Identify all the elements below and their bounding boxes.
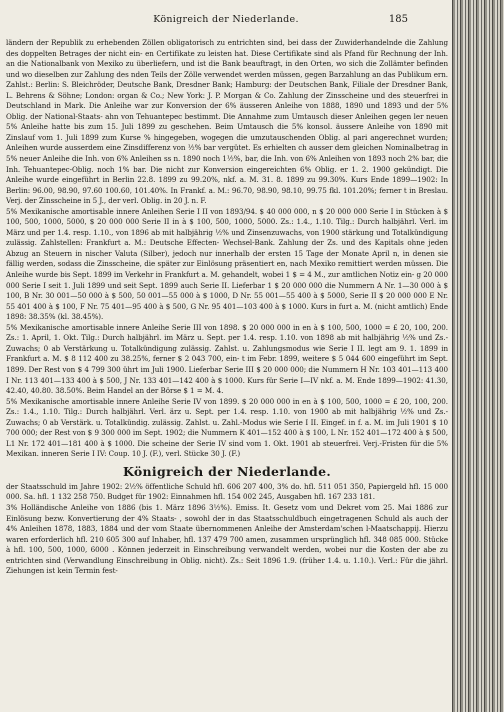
running-head: Königreich der Niederlande. [153, 14, 299, 25]
body-text [6, 38, 448, 577]
section-title: Königreich der Niederlande. [123, 463, 331, 479]
page-number: 185 [388, 14, 408, 25]
paragraph-state-debt: der Staatsschuld im Jahre 1902: 2½% öffentliche Schuld hfl. 606 207 400, 3% do. hfl. 511 051 350, Papiergeld hfl. 15 000 000. Sa. hfl. 1 132 258 750. Budget für 1902: Einnahmen hfl. 154 002 245, Ausgaben hfl. 167 233 181. [6, 481, 448, 502]
paragraph-mexico-serie-1-2: 5% Mexikanische amortisable innere Anleihen Serie I II von 1893/94. $ 40 000 000, n $ 20 000 000 Serie I in Stücken à $ 100, 500, 1000, 5000, $ 20 000 000 Serie II in à $ 100, 500, 1000, 5000. Zs.: 1.4., 1.10. Tilg.: Durch halbjährl. Verl. im März und per 1.4. resp. 1.10., von 1896 ab mit halbjährig ½% und Zinsenzuwachs, von 1900 stärkung und Totalkündigung zulässig. Zahlstellen: Frankfurt a. M.: Deutsche Effecten- Wechsel-Bank. Zahlung der Zs. und des Kapitals ohne jeden Abzug an Steuern in nischer Valuta (Silber), jedoch nur innerhalb der ersten 15 Tage der Monate April n, in denen sie fällig werden, sodass die Zinsscheine, die später zur Einlösung präsentiert en, nach Mexiko remittiert werden müssen. Die Anleihe wurde bis Sept. 1899 im Verkehr in Frankfurt a. M. gehandelt, wobei 1 $ = 4 M., zur amtlichen Notiz ein- g 20 000 000 Serie I seit 1. Juli 1899 und seit Sept. 1899 auch Serie II. Lieferbar 1 $ 20 000 000 die Nummern A Nr. 1—30 000 à $ 100, B Nr. 30 001—50 000 à $ 500, 50 001—55 000 à $ 1000, D Nr. 55 001—55 400 à $ 5000, Serie II $ 20 000 000 E Nr. 55 401 400 à $ 100, F Nr. 75 401—95 400 à $ 500, G Nr. 95 401—103 400 à $ 1000. Kurs in furt a. M. (nicht amtlich) Ende 1898: 38.35% (kl. 38.45%). [6, 206, 448, 322]
paragraph-mexico-external-loan: ländern der Republik zu erhebenden Zöllen obligatorisch zu entrichten sind, bei dass der Zuwiderhandelnde die Zahlung des doppelten Betrages der nicht ein- en Certifikate zu leisten hat. Diese Certifikate sind als Pfand für Rechnung der Inh. an die Nationalbank von Mexiko zu überliefern, und ist die Bank beauftragt, in den Orten, wo sich die Zollämter befinden und wo dieselben zur Zahlung des nden Teils der Zölle verwendet werden müssen, gegen Barzahlung an das Publikum ern. Zahlst.: Berlin: S. Bleichröder, Deutsche Bank, Dresdner Bank; Hamburg: der Deutschen Bank, Filiale der Dresdner Bank, L. Behrens & Söhne; London: organ & Co.; New York: J. P. Morgan & Co. Zahlung der Zinsscheine und des steuerfrei in Deutschland in Mark. Die Anleihe war zur Konversion der 6% äusseren Anleihe von 1888, 1890 und 1893 und der 5% Oblig. der National-Staats- ahn von Tehuantepec bestimmt. Die Annahme zum Umtausch dieser Anleihen gegen ler neuen 5% Anleihe hatte bis zum 15. Juli 1899 zu geschehen. Beim Umtausch die 5% konsol. äussere Anleihe von 1890 mit Zinslauf vom 1. Juli 1899 zum Kurse % hingegeben, wogegen die umzutauschenden Oblig. al pari angerechnet wurden; Anleihen wurde ausserdem eine Zinsdifferenz von ½% bar vergütet. Es erhielten ch ausser dem gleichen Nominalbetrag in 5% neuer Anleihe die Inh. von 6% Anleihen ss n. 1890 noch 1½%, bar, die Inh. von 6% Anleihen von 1893 noch 2% bar, die Inh. Tehuantepec-Oblig. noch 1% bar. Die nicht zur Konversion eingereichten 6% Oblig. er 1. 2. 1900 gekündigt. Die Anleihe wurde eingeführt in Berlin 22.8. 1899 zu 99.20%, nkf. a. M. 31. 8. 1899 zu 99.30%. Kurs Ende 1899—1902: In Berlin: 96.00, 98.90, 97.60 100.60, 101.40%. In Frankf. a. M.: 96.70, 98.90, 98.10, 99.75 fkl. 101.20%; ferner t in Breslau. Verj. der Zinsscheine in 5 J., der verl. Oblig. in 20 J. n. F. [6, 38, 449, 206]
paragraph-mexico-serie-4: 5% Mexikanische amortisable innere Anleihe Serie IV von 1899. $ 20 000 000 in en à $ 100, 500, 1000 = £ 20, 100, 200. Zs.: 1.4., 1.10. Tilg.: Durch halbjährl. Verl. ärz u. Sept. per 1.4. resp. 1.10. von 1900 ab mit halbjährig ½% und Zs.-Zuwachs; 0 ab Verstärk. u. Totalkündig. zulässig. Zahlst. u. Zahl.-Modus wie Serie I II. Eingef. in f. a. M. im Juli 1901 $ 10 700 000; der Rest von $ 9 300 000 im Sept. 1902; die Nummern K 401—152 400 à $ 100, L Nr. 152 401—172 400 à $ 500, L1 Nr. 172 401—181 400 à $ 1000. Die scheine der Serie IV sind vom 1. Okt. 1901 ab steuerfrei. Verj.-Fristen für die 5% Mexikan. inneren Serie I IV: Coup. 10 J. (F.), verl. Stücke 30 J. (F.) [6, 396, 448, 459]
paragraph-mexico-serie-3: 5% Mexikanische amortisable innere Anleihe Serie III von 1898. $ 20 000 000 in en à $ 100, 500, 1000 = £ 20, 100, 200. Zs.: 1. April, 1. Okt. Tilg.: Durch halbjährl. im März u. Sept. per 1.4. resp. 1.10. von 1898 ab mit halbjährig ½% und Zs.-Zuwachs; 0 ab Verstärkung u. Totalkündigung zulässig. Zahlst. u. Zahlungsmodus wie Serie I II. legt am 9. 1. 1899 in Frankfurt a. M. $ 8 112 400 zu 38.25%, ferner $ 2 043 700, ein- t im Febr. 1899, weitere $ 5 044 600 eingeführt im Sept. 1899. Der Rest von $ 4 799 300 ührt im Juli 1900. Lieferbar Serie III $ 20 000 000; die Nummern H Nr. 103 401—113 400 I Nr. 113 401—133 400 à $ 500, J Nr. 133 401—142 400 à $ 1000. Kurs für Serie I—IV nkf. a. M. Ende 1899—1902: 41.30, 42.40, 40.80. 38.50%. Beim Handel an der Börse $ 1 = M. 4. [6, 322, 448, 396]
paragraph-dutch-loan-1886: 3% Holländische Anleihe von 1886 (bis 1. März 1896 3½%). Emiss. It. Gesetz vom und Dekret vom 25. Mai 1886 zur Einlösung bezw. Konvertierung der 4% Staats- , sowohl der in das Staatsschuldbuch eingetragenen Schuld als auch der 4% Anleihen 1878, 1883, 1884 und der vom Staate übernommenen Anleihe der Amsterdam'schen l-Maatschappij. Hierzu waren erforderlich hfl. 210 605 300 auf Inhaber, hfl. 137 479 700 amen, zusammen ursprünglich hfl. 348 085 000. Stücke à hfl. 100, 500, 1000, 6000 . Können jederzeit in Einschreibung verwandelt werden, wobei nur die Kosten der abe zu entrichten sind (Verwandlung Einschreibung in Oblig. nicht). Zs.: Seit 1896 1.9. (früher 1.4. u. 1.10.). Verl.: Für die jährl. Ziehungen ist kein Termin fest- [6, 502, 448, 576]
page-header [0, 14, 452, 28]
book-gutter [452, 0, 504, 712]
